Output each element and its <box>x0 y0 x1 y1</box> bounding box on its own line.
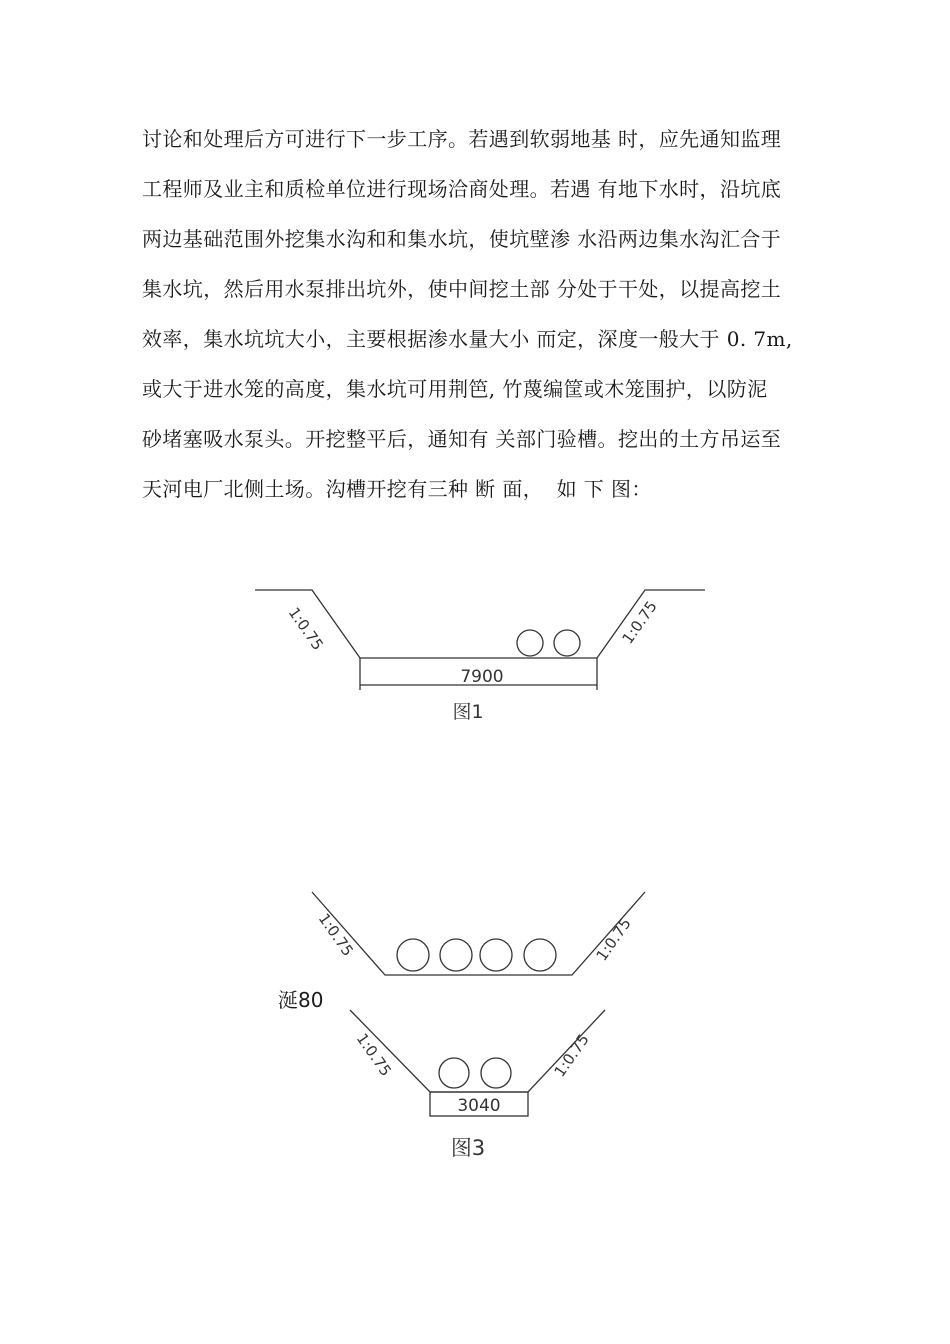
slope-label-left: 1:0.75 <box>352 1029 395 1080</box>
figure-2-side-label: 涎80 <box>278 988 324 1012</box>
pipe <box>439 1058 469 1088</box>
pipe <box>524 939 556 971</box>
pipe <box>554 630 580 656</box>
slope-label-left: 1:0.75 <box>314 909 357 960</box>
width-dimension: 7900 <box>460 667 504 687</box>
pipe <box>481 1058 511 1088</box>
trench-outline <box>312 892 645 975</box>
width-dimension: 3040 <box>457 1096 501 1116</box>
figure-2-cross-section <box>312 892 645 975</box>
slope-label-right: 1:0.75 <box>618 597 661 648</box>
paragraph-line: 效率，集水坑坑大小，主要根据渗水量大小 而定，深度一般大于 0. 7m, <box>142 327 793 351</box>
figure-caption: 图1 <box>452 701 484 723</box>
slope-label-right: 1:0.75 <box>550 1030 593 1081</box>
paragraph-line: 工程师及业主和质检单位进行现场洽商处理。若遇 有地下水时，沿坑底 <box>142 177 782 201</box>
pipe <box>480 939 512 971</box>
pipe <box>397 939 429 971</box>
figure-caption: 图3 <box>450 1136 486 1160</box>
paragraph-line: 天河电厂北侧土场。沟槽开挖有三种 断 面， 如 下 图： <box>142 477 652 501</box>
paragraph-line: 讨论和处理后方可进行下一步工序。若遇到软弱地基 时，应先通知监理 <box>142 127 782 151</box>
paragraph-line: 集水坑，然后用水泵排出坑外，使中间挖土部 分处于干处，以提高挖土 <box>142 277 782 301</box>
pipe <box>440 939 472 971</box>
pipe <box>517 630 543 656</box>
paragraph-line: 两边基础范围外挖集水沟和和集水坑，使坑壁渗 水沿两边集水沟汇合于 <box>142 227 782 251</box>
slope-label-right: 1:0.75 <box>592 914 635 965</box>
paragraph-line: 砂堵塞吸水泵头。开挖整平后，通知有 关部门验槽。挖出的土方吊运至 <box>142 427 782 451</box>
paragraph-line: 或大于进水笼的高度，集水坑可用荆笆, 竹蔑编筐或木笼围护，以防泥 <box>142 377 768 401</box>
slope-label-left: 1:0.75 <box>284 603 327 654</box>
